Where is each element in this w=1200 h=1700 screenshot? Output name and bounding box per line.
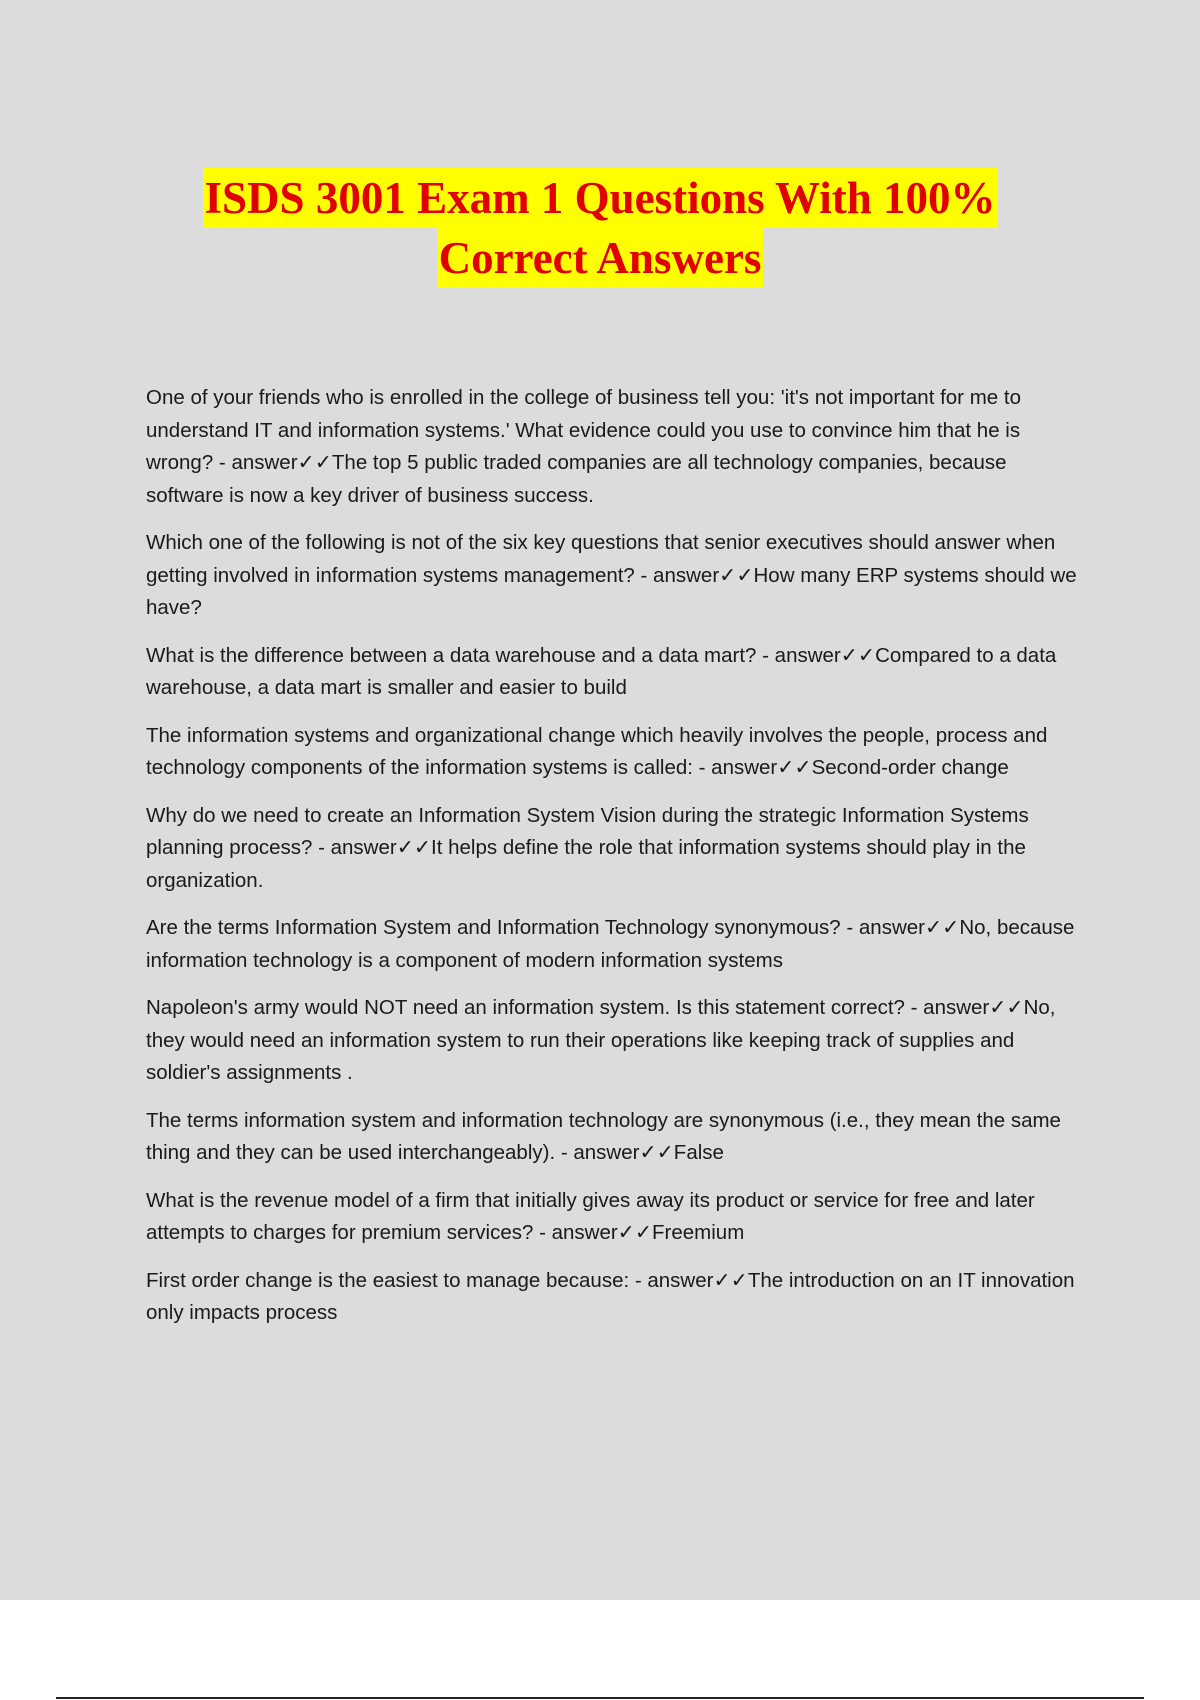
qa-item: What is the difference between a data warehouse and a data mart? - answer✓✓Compared to a data warehouse, a data mart is smaller and easier to build xyxy=(146,643,1057,699)
qa-item: Why do we need to create an Information System Vision during the strategic Information Systems planning process? - answer✓✓It helps define the role that information systems should play in the organization. xyxy=(146,803,1029,892)
question-answer-list xyxy=(146,382,1086,1345)
page-title xyxy=(0,168,1200,288)
qa-item: The terms information system and information technology are synonymous (i.e., they mean the same thing and they can be used interchangeably). - answer✓✓False xyxy=(146,1108,1061,1164)
qa-item: The information systems and organizational change which heavily involves the people, process and technology components of the information systems is called: - answer✓✓Second-order change xyxy=(146,723,1048,779)
qa-item: Which one of the following is not of the six key questions that senior executives should answer when getting involved in information systems management? - answer✓✓How many ERP systems should we have? xyxy=(146,531,1077,619)
qa-item: What is the revenue model of a firm that initially gives away its product or service for free and later attempts to charges for premium services? - answer✓✓Freemium xyxy=(146,1188,1035,1244)
title-line-2: Correct Answers xyxy=(437,228,764,288)
qa-item: First order change is the easiest to manage because: - answer✓✓The introduction on an IT innovation only impacts process xyxy=(146,1268,1075,1324)
qa-item: One of your friends who is enrolled in the college of business tell you: 'it's not important for me to understand IT and information systems.' What evidence could you use to convince him that he is wrong? - answer✓✓The top 5 public traded companies are all technology companies, because software is now a key driver of business success. xyxy=(146,386,1021,507)
title-line-1: ISDS 3001 Exam 1 Questions With 100% xyxy=(203,168,998,228)
qa-item: Are the terms Information System and Information Technology synonymous? - answer✓✓No, because information technology is a component of modern information systems xyxy=(146,916,1075,972)
qa-item: Napoleon's army would NOT need an information system. Is this statement correct? - answer✓✓No, they would need an information system to run their operations like keeping track of supplies and soldier's assignments . xyxy=(146,996,1056,1084)
footer-divider xyxy=(56,1697,1144,1699)
